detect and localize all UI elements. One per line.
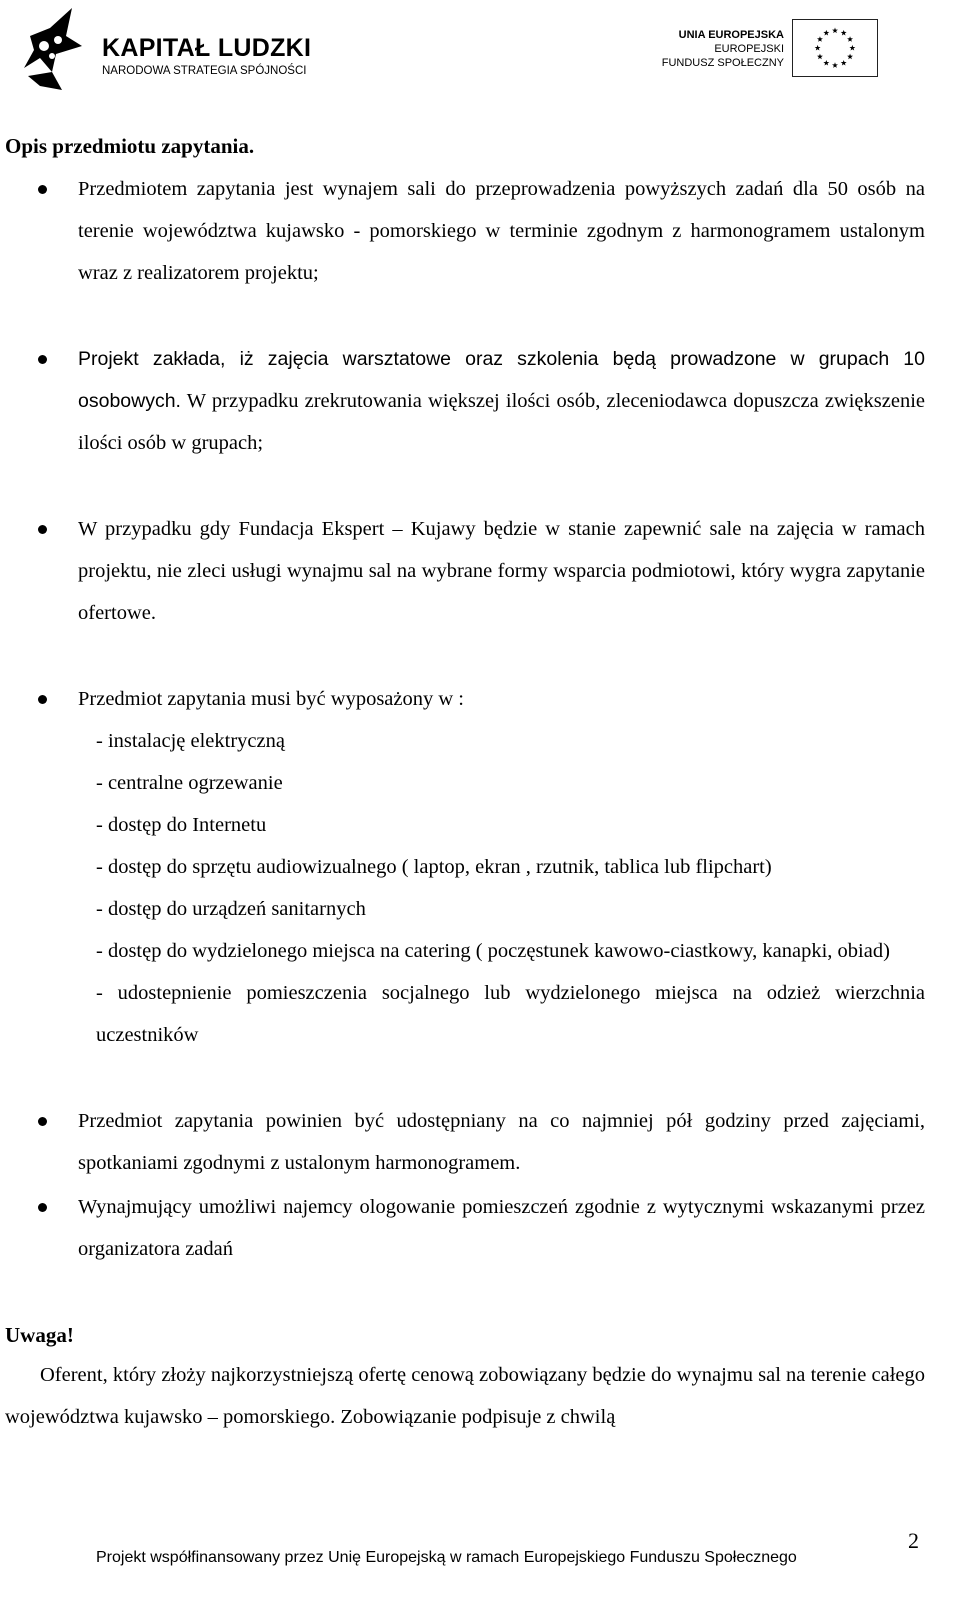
bullet-icon (38, 1117, 47, 1126)
eu-star-icon (823, 60, 829, 66)
notice-paragraph: Oferent, który złoży najkorzystniejszą ofertę cenową zobowiązany będzie do wynajmu sal na terenie całego województwa kujawsko – pomorskiego. Zobowiązanie podpisuje z chwilą (5, 1364, 925, 1428)
bullet-icon (38, 185, 47, 194)
bullet-item (78, 1100, 925, 1184)
eu-star-icon (817, 36, 823, 42)
bullet-item (78, 338, 925, 464)
kapital-ludzki-title: KAPITAŁ LUDZKI (102, 34, 312, 62)
eu-logo-line1: UNIA EUROPEJSKA (678, 29, 784, 41)
kapital-ludzki-subtitle: NARODOWA STRATEGIA SPÓJNOŚCI (102, 65, 307, 77)
bullet-text: Przedmiotem zapytania jest wynajem sali do przeprowadzenia powyższych zadań dla 50 osób na terenie województwa kujawsko - pomorskiego w terminie zgodnym z harmonogramem ustalonym wraz z realizatorem projektu; (78, 178, 925, 284)
eu-star-icon (841, 60, 847, 66)
bullet-text: W przypadku gdy Fundacja Ekspert – Kujawy będzie w stanie zapewnić sale na zajęcia w ramach projektu, nie zleci usługi wynajmu sal na wybrane formy wsparcia podmiotowi, który wygra zapytanie ofertowe. (78, 518, 925, 624)
eu-star-icon (847, 54, 853, 60)
bullet-icon (38, 355, 47, 364)
eu-star-icon (817, 54, 823, 60)
eu-star-icon (832, 28, 838, 34)
eu-star-icon (841, 30, 847, 36)
eu-logo-line3: FUNDUSZ SPOŁECZNY (661, 57, 784, 69)
eu-logo-line2: EUROPEJSKI (714, 43, 784, 55)
bullet-text-serif: W przypadku zrekrutowania większej ilości osób, zleceniodawca dopuszcza zwiększenie ilości osób w grupach; (78, 390, 925, 454)
notice-heading: Uwaga! (5, 1323, 74, 1347)
equipment-item: - centralne ogrzewanie (96, 772, 283, 794)
equipment-item: - udostepnienie pomieszczenia socjalnego lub wydzielonego miejsca na odzież wierzchnia uczestników (96, 982, 925, 1046)
kapital-ludzki-star-icon (22, 6, 84, 92)
page-number: 2 (908, 1528, 919, 1553)
section-heading: Opis przedmiotu zapytania. (5, 134, 255, 158)
eu-star-icon (847, 36, 853, 42)
bullet-icon (38, 1203, 47, 1212)
eu-star-icon (823, 30, 829, 36)
eu-flag-icon (792, 19, 878, 77)
equipment-list (78, 720, 925, 1056)
equipment-item: - dostęp do Internetu (96, 814, 267, 836)
equipment-item: - dostęp do urządzeń sanitarnych (96, 898, 366, 920)
eu-star-icon (832, 62, 838, 68)
equipment-item: - instalację elektryczną (96, 730, 285, 752)
eu-logo (661, 19, 878, 79)
bullet-item (78, 508, 925, 634)
equipment-item: - dostęp do wydzielonego miejsca na catering ( poczęstunek kawowo-ciastkowy, kanapki, obiad) (96, 940, 890, 962)
bullet-text (78, 338, 925, 464)
bullet-text: Wynajmujący umożliwi najemcy ologowanie pomieszczeń zgodnie z wytycznymi wskazanymi przez organizatora zadań (78, 1196, 925, 1260)
bullet-item (78, 1186, 925, 1270)
eu-star-icon (849, 45, 855, 51)
bullet-text: Przedmiot zapytania powinien być udostępniany na co najmniej pół godziny przed zajęciami, spotkaniami zgodnymi z ustalonym harmonogramem. (78, 1110, 925, 1174)
equipment-item: - dostęp do sprzętu audiowizualnego ( laptop, ekran , rzutnik, tablica lub flipchart) (96, 856, 772, 878)
bullet-icon (38, 695, 47, 704)
bullet-icon (38, 525, 47, 534)
bullet-item (78, 168, 925, 294)
kapital-ludzki-logo (22, 6, 312, 92)
bullet-text-sans: Projekt zakłada, iż zajęcia warsztatowe oraz szkolenia będą prowadzone w grupach 10 osobowych. (78, 348, 925, 412)
kapital-ludzki-text (102, 34, 311, 78)
bullet-item (78, 678, 925, 1056)
eu-logo-text (662, 28, 784, 70)
page-footer: Projekt współfinansowany przez Unię Europejską w ramach Europejskiego Funduszu Społecznego (96, 1549, 797, 1566)
eu-star-icon (815, 45, 821, 51)
bullet-text: Przedmiot zapytania musi być wyposażony w : (78, 688, 464, 710)
